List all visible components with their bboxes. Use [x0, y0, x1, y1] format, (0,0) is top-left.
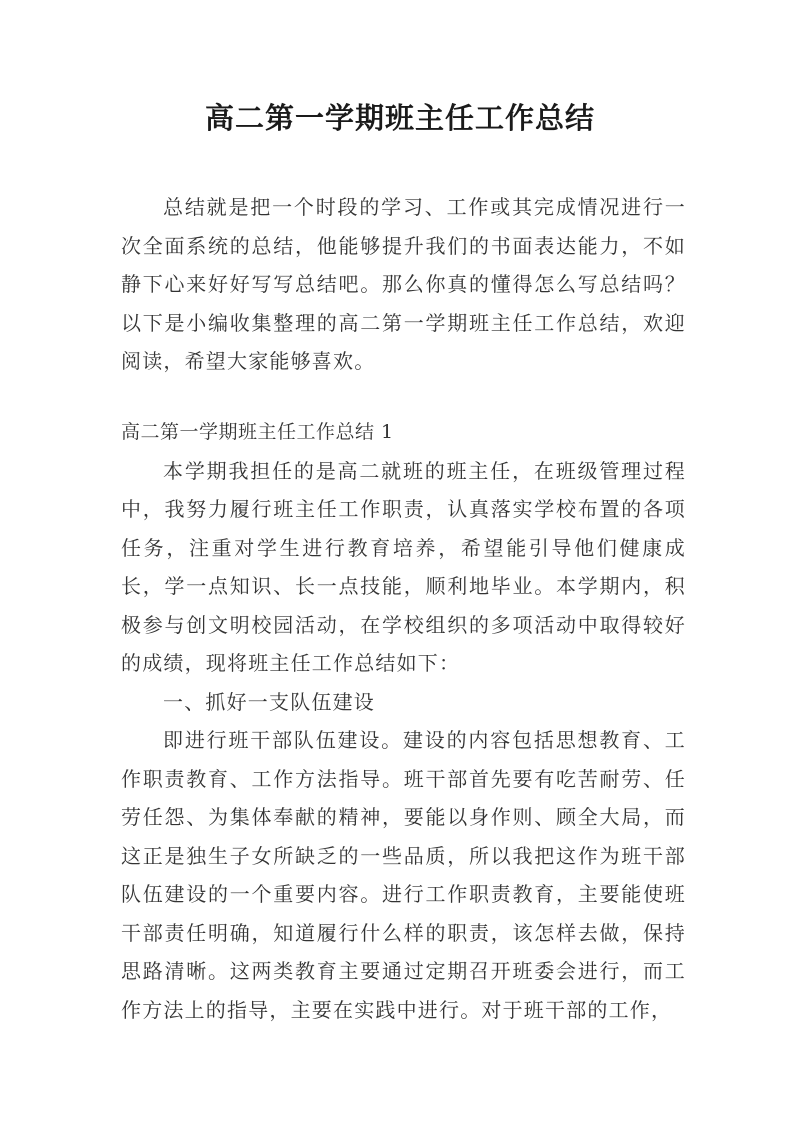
section-title: 高二第一学期班主任工作总结 1 [121, 421, 394, 443]
body-paragraph-1: 本学期我担任的是高二就班的班主任，在班级管理过程中，我努力履行班主任工作职责，认真落实学校布置的各项任务，注重对学生进行教育培养，希望能引导他们健康成长，学一点知识、长一点技能，顺利地毕业。本学期内，积极参与创文明校园活动，在学校组织的多项活动中取得较好的成绩，现将班主任工作总结如下： [121, 458, 686, 675]
body-block [121, 413, 686, 1029]
section-heading-1: 一、抓好一支队伍建设 [163, 689, 375, 714]
intro-paragraph: 总结就是把一个时段的学习、工作或其完成情况进行一次全面系统的总结，他能够提升我们的书面表达能力，不如静下心来好好写写总结吧。那么你真的懂得怎么写总结吗？以下是小编收集整理的高二第一学期班主任工作总结，欢迎阅读，希望大家能够喜欢。 [121, 195, 686, 373]
intro-block [121, 188, 686, 381]
document-title: 高二第一学期班主任工作总结 [204, 101, 595, 135]
body-paragraph-2: 即进行班干部队伍建设。建设的内容包括思想教育、工作职责教育、工作方法指导。班干部首先要有吃苦耐劳、任劳任怨、为集体奉献的精神，要能以身作则、顾全大局，而这正是独生子女所缺乏的一些品质，所以我把这作为班干部队伍建设的一个重要内容。进行工作职责教育，主要能使班干部责任明确，知道履行什么样的职责，该怎样去做，保持思路清晰。这两类教育主要通过定期召开班委会进行，而工作方法上的指导，主要在实践中进行。对于班干部的工作， [121, 728, 686, 1022]
